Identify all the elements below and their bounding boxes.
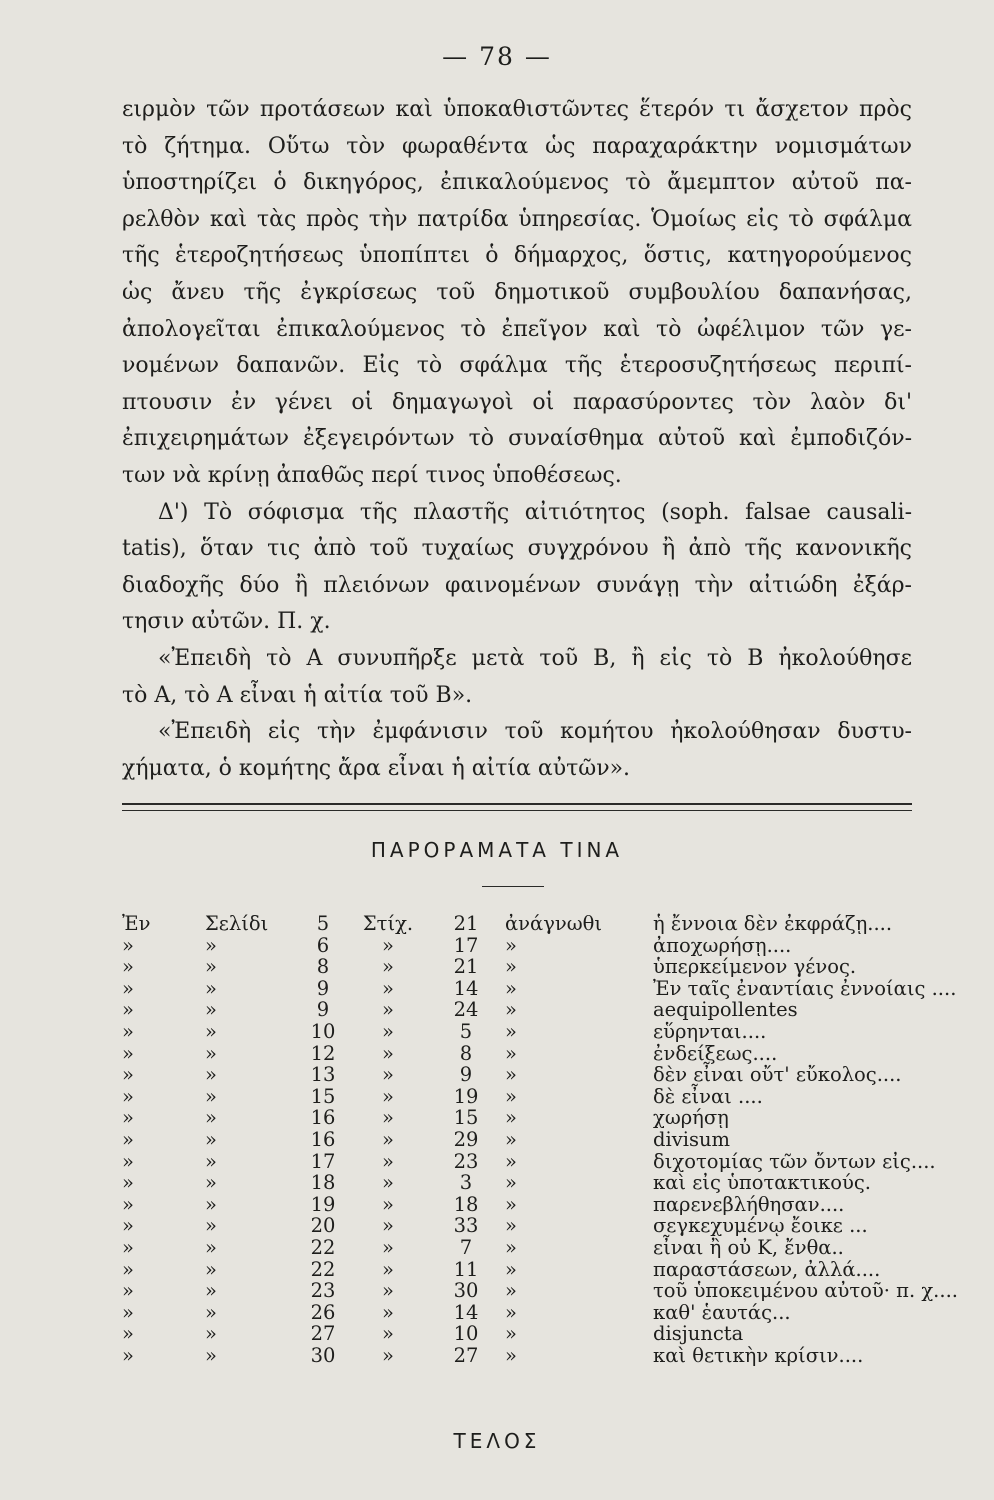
errata-header-row	[122, 913, 983, 935]
errata-page: 15	[310, 1084, 336, 1108]
errata-anagnothi: »	[505, 1192, 517, 1216]
body-line: χήματα, ὁ κομήτης ἄρα εἶναι ἡ αἰτία αὐτῶν».	[122, 755, 631, 781]
body-line: ὡς ἄνευ τῆς ἐγκρίσεως τοῦ δημοτικοῦ συμβουλίου δαπανήσας,	[122, 279, 912, 305]
errata-line: 30	[453, 1279, 479, 1303]
errata-page: 18	[310, 1171, 336, 1195]
errata-correction: disjuncta	[653, 1322, 744, 1346]
errata-correction: τοῦ ὑποκειμένου αὐτοῦ· π. χ....	[653, 1279, 958, 1303]
errata-stix: »	[382, 1214, 394, 1238]
errata-seldi: »	[205, 1279, 217, 1303]
errata-stix: »	[382, 1343, 394, 1367]
errata-correction: χωρήσῃ	[653, 1106, 729, 1130]
errata-en: »	[122, 1257, 134, 1281]
errata-page: 22	[310, 1257, 336, 1281]
errata-en: »	[122, 1214, 134, 1238]
errata-row	[122, 1237, 983, 1259]
errata-line: 17	[453, 933, 479, 957]
end-word: ΤΕΛΟΣ	[453, 1429, 541, 1453]
errata-stix: »	[382, 1322, 394, 1346]
errata-anagnothi: »	[505, 998, 517, 1022]
errata-page: 6	[316, 933, 330, 957]
errata-page: 5	[316, 912, 330, 935]
errata-line: 23	[453, 1149, 479, 1173]
errata-anagnothi: »	[505, 1279, 517, 1303]
errata-line: 11	[453, 1257, 479, 1281]
errata-en: »	[122, 1019, 134, 1043]
errata-page: 13	[310, 1063, 336, 1087]
errata-row	[122, 1151, 983, 1173]
errata-seldi: »	[205, 1149, 217, 1173]
errata-page: 12	[310, 1041, 336, 1065]
errata-anagnothi: »	[505, 1235, 517, 1259]
errata-correction: aequipollentes	[653, 998, 798, 1022]
errata-table	[122, 913, 983, 1366]
body-line: διαδοχῆς δύο ἢ πλειόνων φαινομένων συνάγῃ τὴν αἰτιώδη ἐξάρ-	[122, 572, 912, 598]
errata-anagnothi: »	[505, 1257, 517, 1281]
errata-anagnothi: »	[505, 1343, 517, 1367]
errata-row	[122, 1086, 983, 1108]
body-line: νομένων δαπανῶν. Εἰς τὸ σφάλμα τῆς ἑτεροσυζητήσεως περιπί-	[122, 353, 912, 379]
errata-page: 8	[316, 955, 330, 979]
errata-en: »	[122, 1063, 134, 1087]
errata-row	[122, 1021, 983, 1043]
errata-en: »	[122, 1084, 134, 1108]
body-line: tatis), ὅταν τις ἀπὸ τοῦ τυχαίως συγχρόνου ἢ ἀπὸ τῆς κανονικῆς	[122, 536, 912, 562]
errata-correction: διχοτομίας τῶν ὄντων εἰς....	[653, 1149, 936, 1173]
errata-correction: δὲν εἶναι οὔτ' εὔκολος....	[653, 1063, 902, 1087]
errata-seldi: »	[205, 1235, 217, 1259]
errata-en: »	[122, 1300, 134, 1324]
errata-line: 5	[459, 1019, 473, 1043]
errata-line: 14	[453, 1300, 479, 1324]
page-number: — 78 —	[442, 42, 552, 71]
errata-line: 21	[453, 912, 479, 935]
errata-anagnothi: »	[505, 976, 517, 1000]
errata-seldi: »	[205, 933, 217, 957]
errata-line: 33	[453, 1214, 479, 1238]
errata-page: 16	[310, 1106, 336, 1130]
errata-anagnothi: »	[505, 1214, 517, 1238]
errata-stix: »	[382, 1279, 394, 1303]
body-line: ρελθὸν καὶ τὰς πρὸς τὴν πατρίδα ὑπηρεσίας. Ὁμοίως εἰς τὸ σφάλμα	[122, 206, 912, 232]
errata-line: 24	[453, 998, 479, 1022]
errata-stix: »	[382, 1235, 394, 1259]
errata-anagnothi: »	[505, 933, 517, 957]
errata-stix: »	[382, 1257, 394, 1281]
errata-row	[122, 1302, 983, 1324]
errata-seldi: »	[205, 1343, 217, 1367]
errata-row	[122, 978, 983, 1000]
errata-page: 10	[310, 1019, 336, 1043]
errata-page: 17	[310, 1149, 336, 1173]
body-line: ὑποστηρίζει ὁ δικηγόρος, ἐπικαλούμενος τὸ ἄμεμπτον αὐτοῦ πα-	[122, 170, 912, 196]
errata-page: 9	[316, 976, 330, 1000]
errata-anagnothi: »	[505, 1019, 517, 1043]
body-line: τησιν αὐτῶν. Π. χ.	[122, 609, 331, 635]
errata-row	[122, 1064, 983, 1086]
errata-seldi: »	[205, 1019, 217, 1043]
errata-seldi: »	[205, 1300, 217, 1324]
errata-stix: Στίχ.	[362, 912, 414, 935]
errata-en: »	[122, 1235, 134, 1259]
errata-stix: »	[382, 1171, 394, 1195]
body-line: τὸ Α, τὸ Α εἶναι ἡ αἰτία τοῦ Β».	[122, 682, 473, 708]
errata-correction: σεγκεχυμένῳ ἔοικε ...	[653, 1214, 868, 1238]
errata-correction: παραστάσεων, ἀλλά....	[653, 1257, 881, 1281]
errata-row	[122, 956, 983, 978]
errata-page: 22	[310, 1235, 336, 1259]
errata-page: 20	[310, 1214, 336, 1238]
errata-page: 27	[310, 1322, 336, 1346]
errata-page: 16	[310, 1127, 336, 1151]
errata-title: ΠΑΡΟΡΑΜΑΤΑ ΤΙΝΑ	[370, 838, 624, 862]
errata-anagnothi: »	[505, 955, 517, 979]
errata-en: »	[122, 976, 134, 1000]
errata-correction: παρενεβλήθησαν....	[653, 1192, 845, 1216]
errata-line: 18	[453, 1192, 479, 1216]
body-text	[122, 92, 912, 787]
body-line: τὸ ζήτημα. Οὕτω τὸν φωραθέντα ὡς παραχαράκτην νομισμάτων	[122, 133, 912, 159]
errata-line: 21	[453, 955, 479, 979]
errata-stix: »	[382, 1106, 394, 1130]
errata-en: »	[122, 1279, 134, 1303]
errata-en: »	[122, 1041, 134, 1065]
errata-anagnothi: ἀνάγνωθι	[505, 912, 602, 935]
double-rule-divider	[122, 803, 912, 811]
errata-page: 9	[316, 998, 330, 1022]
errata-en: »	[122, 998, 134, 1022]
body-line: πτουσιν ἐν γένει οἱ δημαγωγοὶ οἱ παρασύροντες τὸν λαὸν δι'	[122, 389, 912, 415]
errata-anagnothi: »	[505, 1084, 517, 1108]
errata-en: »	[122, 1192, 134, 1216]
errata-en: »	[122, 933, 134, 957]
errata-line: 10	[453, 1322, 479, 1346]
errata-correction: ἐνδείξεως....	[653, 1041, 778, 1065]
errata-row	[122, 1129, 983, 1151]
errata-correction: εἶναι ἢ οὐ Κ, ἔνθα..	[653, 1235, 844, 1259]
errata-row	[122, 1043, 983, 1065]
errata-anagnothi: »	[505, 1322, 517, 1346]
errata-correction: καθ' ἑαυτάς...	[653, 1300, 791, 1324]
errata-anagnothi: »	[505, 1041, 517, 1065]
errata-stix: »	[382, 1127, 394, 1151]
errata-stix: »	[382, 1300, 394, 1324]
errata-row	[122, 1259, 983, 1281]
errata-seldi: »	[205, 998, 217, 1022]
errata-seldi: »	[205, 1084, 217, 1108]
body-line: ἐπιχειρημάτων ἐξεγειρόντων τὸ συναίσθημα αὐτοῦ καὶ ἐμποδιζόν-	[122, 426, 912, 452]
errata-en: »	[122, 1106, 134, 1130]
errata-stix: »	[382, 1084, 394, 1108]
errata-stix: »	[382, 933, 394, 957]
errata-page: 23	[310, 1279, 336, 1303]
errata-seldi: Σελίδι	[205, 912, 269, 935]
errata-page: 19	[310, 1192, 336, 1216]
errata-seldi: »	[205, 1171, 217, 1195]
errata-en: »	[122, 1322, 134, 1346]
errata-correction: εὕρηνται....	[653, 1019, 767, 1043]
errata-anagnothi: »	[505, 1149, 517, 1173]
errata-seldi: »	[205, 1041, 217, 1065]
errata-line: 7	[459, 1235, 473, 1259]
body-line: Δ') Τὸ σόφισμα τῆς πλαστῆς αἰτιότητος (soph. falsae causali-	[158, 499, 912, 525]
errata-en: »	[122, 1149, 134, 1173]
errata-seldi: »	[205, 976, 217, 1000]
errata-correction: ὑπερκείμενον γένος.	[653, 955, 857, 979]
errata-row	[122, 1345, 983, 1367]
errata-en: »	[122, 1171, 134, 1195]
body-line: ειρμὸν τῶν προτάσεων καὶ ὑποκαθιστῶντες ἕτερόν τι ἄσχετον πρὸς	[122, 97, 912, 122]
errata-line: 14	[453, 976, 479, 1000]
errata-correction: καὶ θετικὴν κρίσιν....	[653, 1343, 864, 1367]
errata-correction: ἡ ἔννοια δὲν ἐκφράζῃ....	[653, 912, 893, 935]
body-line: ἀπολογεῖται ἐπικαλούμενος τὸ ἐπεῖγον καὶ τὸ ὠφέλιμον τῶν γε-	[122, 316, 912, 342]
errata-page: 26	[310, 1300, 336, 1324]
errata-stix: »	[382, 976, 394, 1000]
errata-seldi: »	[205, 955, 217, 979]
errata-stix: »	[382, 1041, 394, 1065]
errata-correction: ἀποχωρήσῃ....	[653, 933, 792, 957]
errata-stix: »	[382, 955, 394, 979]
errata-stix: »	[382, 998, 394, 1022]
errata-en: »	[122, 1127, 134, 1151]
errata-line: 19	[453, 1084, 479, 1108]
errata-row	[122, 999, 983, 1021]
errata-row	[122, 1323, 983, 1345]
errata-correction: καὶ εἰς ὑποτακτικούς.	[653, 1171, 871, 1195]
errata-anagnothi: »	[505, 1127, 517, 1151]
short-rule-divider	[482, 886, 544, 887]
errata-stix: »	[382, 1192, 394, 1216]
errata-stix: »	[382, 1063, 394, 1087]
errata-row	[122, 1215, 983, 1237]
errata-stix: »	[382, 1019, 394, 1043]
errata-seldi: »	[205, 1127, 217, 1151]
errata-en: Ἐν	[122, 912, 151, 935]
errata-en: »	[122, 955, 134, 979]
errata-line: 3	[459, 1171, 473, 1195]
errata-anagnothi: »	[505, 1063, 517, 1087]
errata-line: 9	[459, 1063, 473, 1087]
errata-seldi: »	[205, 1106, 217, 1130]
errata-row	[122, 1107, 983, 1129]
errata-line: 8	[459, 1041, 473, 1065]
errata-seldi: »	[205, 1063, 217, 1087]
errata-row	[122, 1194, 983, 1216]
errata-correction: divisum	[653, 1127, 731, 1151]
errata-line: 15	[453, 1106, 479, 1130]
errata-row	[122, 935, 983, 957]
errata-row	[122, 1172, 983, 1194]
errata-correction: Ἐν ταῖς ἐναντίαις ἐννοίαις ....	[653, 976, 957, 1000]
body-line: τῆς ἑτεροζητήσεως ὑποπίπτει ὁ δήμαρχος, ὅστις, κατηγορούμενος	[122, 243, 912, 269]
body-line: των νὰ κρίνῃ ἀπαθῶς περί τινος ὑποθέσεως.	[122, 462, 622, 488]
errata-seldi: »	[205, 1322, 217, 1346]
errata-seldi: »	[205, 1214, 217, 1238]
errata-line: 29	[453, 1127, 479, 1151]
body-line: «Ἐπειδὴ τὸ Α συνυπῆρξε μετὰ τοῦ Β, ἢ εἰς τὸ Β ἠκολούθησε	[158, 645, 912, 671]
errata-page: 30	[310, 1343, 336, 1367]
errata-correction: δὲ εἶναι ....	[653, 1084, 763, 1108]
errata-seldi: »	[205, 1192, 217, 1216]
errata-line: 27	[453, 1343, 479, 1367]
body-line: «Ἐπειδὴ εἰς τὴν ἐμφάνισιν τοῦ κομήτου ἠκολούθησαν δυστυ-	[158, 719, 912, 745]
errata-anagnothi: »	[505, 1171, 517, 1195]
errata-stix: »	[382, 1149, 394, 1173]
errata-row	[122, 1280, 983, 1302]
errata-anagnothi: »	[505, 1106, 517, 1130]
errata-anagnothi: »	[505, 1300, 517, 1324]
errata-seldi: »	[205, 1257, 217, 1281]
errata-en: »	[122, 1343, 134, 1367]
